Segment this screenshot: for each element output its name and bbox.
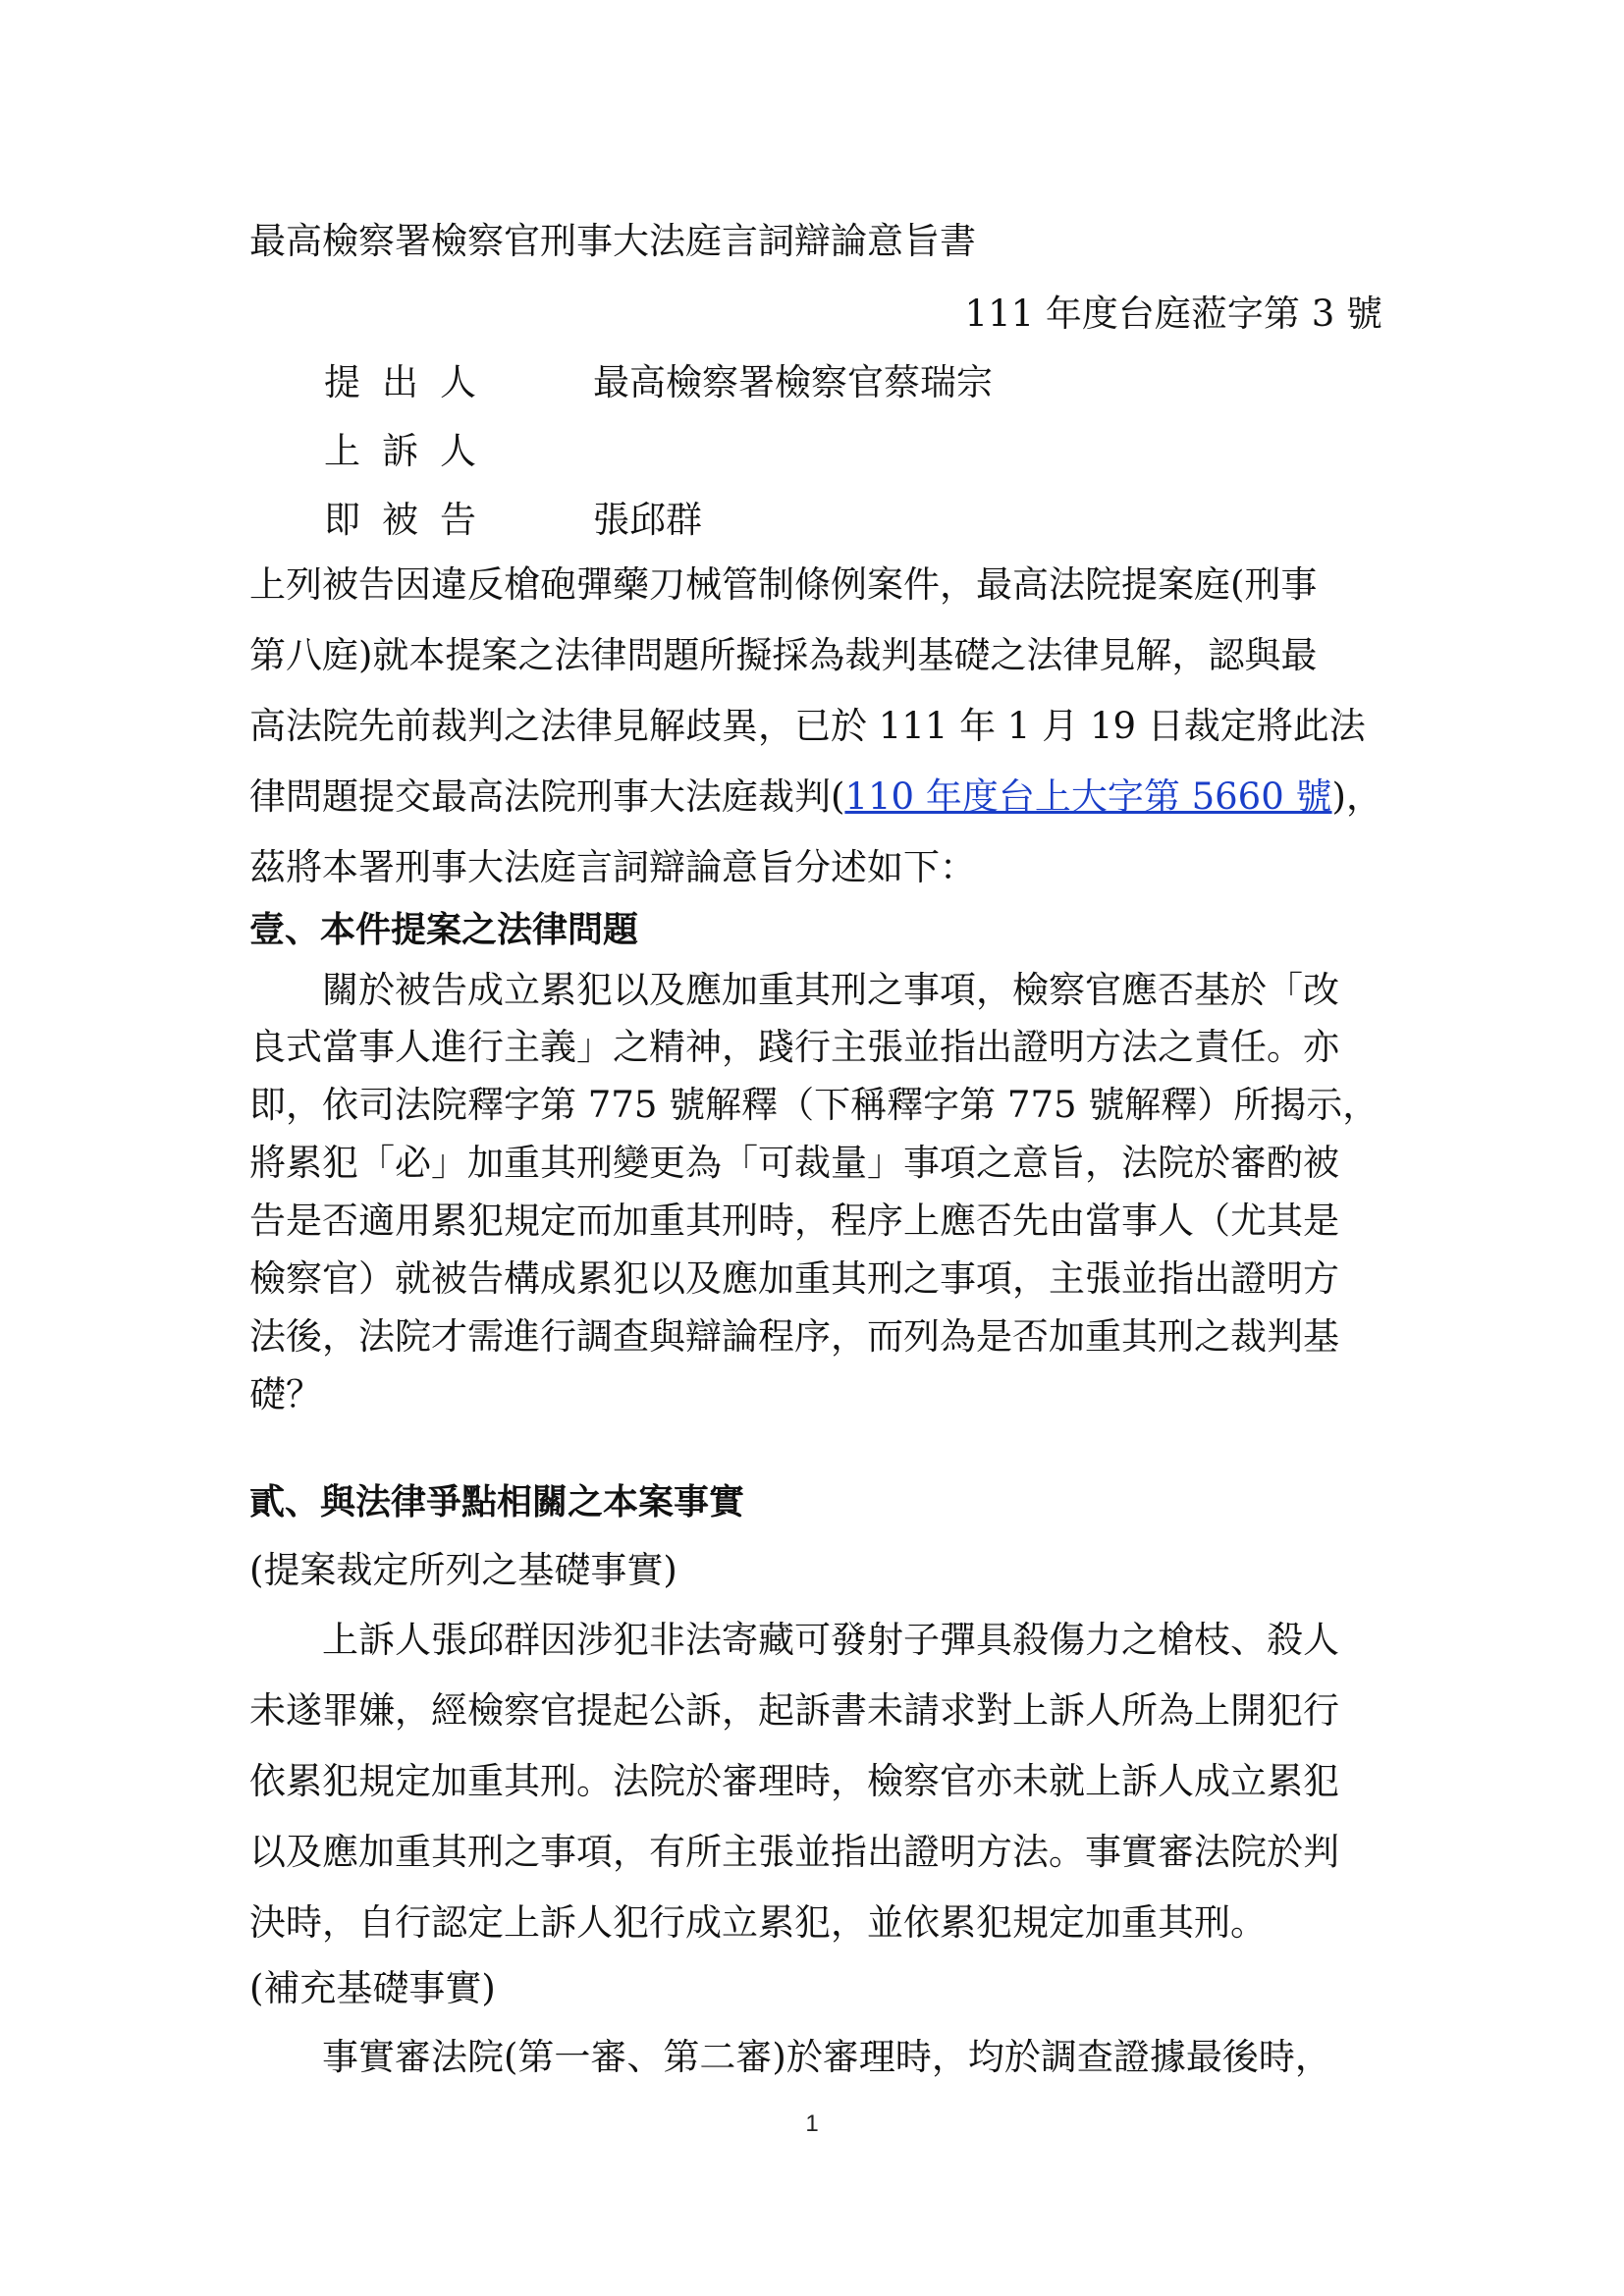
section-1-heading: 壹、本件提案之法律問題 [249,910,639,950]
section-1-line: 法後，法院才需進行調查與辯論程序，而列為是否加重其刑之裁判基 [249,1315,1339,1358]
section-1-line: 檢察官）就被告構成累犯以及應加重其刑之事項，主張並指出證明方 [249,1257,1339,1300]
intro-line: 第八庭)就本提案之法律問題所擬採為裁判基礎之法律見解，認與最 [249,634,1318,676]
section-1-line: 告是否適用累犯規定而加重其刑時，程序上應否先由當事人（尤其是 [249,1200,1339,1242]
intro-text: 律問題提交最高法院刑事大法庭裁判( [249,775,845,818]
section-2-line: 決時，自行認定上訴人犯行成立累犯，並依累犯規定加重其刑。 [249,1901,1267,1944]
party-label-defendant: 即被告 [324,499,498,541]
party-label-submitter: 提出人 [324,361,498,403]
section-2-line: 以及應加重其刑之事項，有所主張並指出證明方法。事實審法院於判 [249,1831,1339,1873]
section-1-line: 良式當事人進行主義」之精神，踐行主張並指出證明方法之責任。亦 [249,1026,1339,1068]
section-1-line: 礎？ [249,1373,322,1415]
section-2-heading: 貳、與法律爭點相關之本案事實 [249,1482,745,1522]
intro-line: 茲將本署刑事大法庭言詞辯論意旨分述如下： [249,846,976,888]
section-2-subheading: (提案裁定所列之基礎事實) [249,1549,677,1591]
section-2-line: 未遂罪嫌，經檢察官提起公訴，起訴書未請求對上訴人所為上開犯行 [249,1689,1339,1732]
section-1-line: 將累犯「必」加重其刑變更為「可裁量」事項之意旨，法院於審酌被 [249,1142,1339,1184]
section-1-line: 即，依司法院釋字第 775 號解釋（下稱釋字第 775 號解釋）所揭示， [249,1084,1380,1126]
intro-line: 上列被告因違反槍砲彈藥刀械管制條例案件，最高法院提案庭(刑事 [249,563,1318,606]
document-title: 最高檢察署檢察官刑事大法庭言詞辯論意旨書 [249,220,976,262]
party-label-appellant: 上訴人 [324,430,498,472]
page-number: 1 [805,2110,819,2137]
case-number: 111 年度台庭蒞字第 3 號 [964,293,1382,335]
intro-text: )， [1331,775,1382,818]
section-2-line: 依累犯規定加重其刑。法院於審理時，檢察官亦未就上訴人成立累犯 [249,1760,1339,1802]
section-1-line: 關於被告成立累犯以及應加重其刑之事項，檢察官應否基於「改 [322,969,1339,1011]
party-value-defendant: 張邱群 [593,499,702,541]
intro-line-with-link [249,774,1382,821]
section-2-line: 事實審法院(第一審、第二審)於審理時，均於調查證據最後時， [322,2036,1331,2078]
section-2-subheading: (補充基礎事實) [249,1967,496,2009]
intro-line: 高法院先前裁判之法律見解歧異，已於 111 年 1 月 19 日裁定將此法 [249,705,1366,747]
section-2-line: 上訴人張邱群因涉犯非法寄藏可發射子彈具殺傷力之槍枝、殺人 [322,1619,1339,1661]
party-value-submitter: 最高檢察署檢察官蔡瑞宗 [593,361,993,403]
case-reference-link[interactable]: 110 年度台上大字第 5660 號 [844,775,1332,818]
